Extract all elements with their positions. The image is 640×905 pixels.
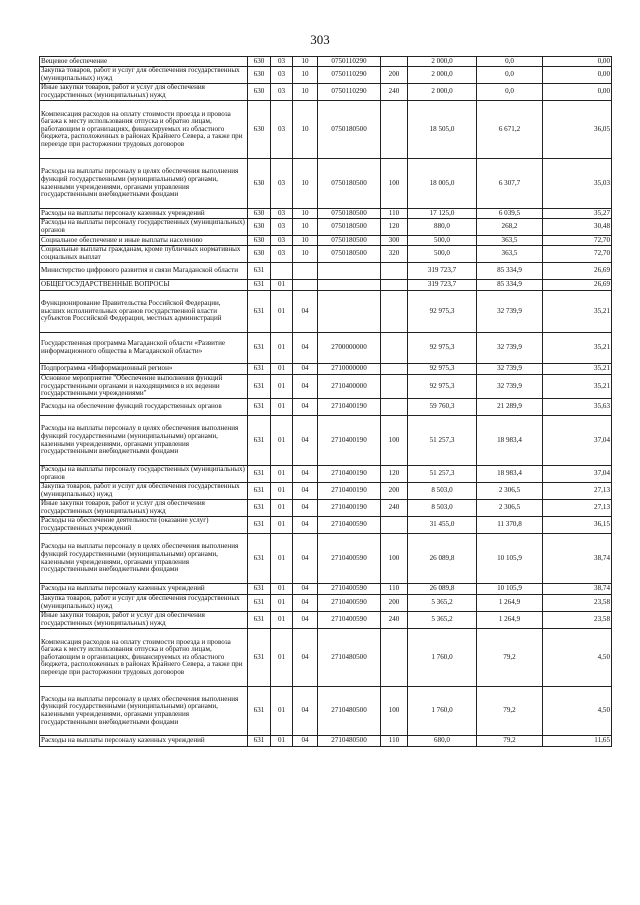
row-name: Иные закупки товаров, работ и услуг для обеспечения государственных (муниципальных) нужд xyxy=(40,84,248,101)
row-actual-amount: 1 264,9 xyxy=(477,612,543,629)
row-expense-type: 120 xyxy=(381,466,408,483)
row-execution-percent: 37,04 xyxy=(543,466,612,483)
row-planned-amount: 8 503,0 xyxy=(408,500,477,517)
row-planned-amount: 2 000,0 xyxy=(408,84,477,101)
row-name: Расходы на выплаты персоналу казенных учреждений xyxy=(40,584,248,595)
row-section-code: 03 xyxy=(271,159,293,209)
table-row xyxy=(40,291,612,333)
row-expense-type: 320 xyxy=(381,246,408,263)
row-target-article: 0750180500 xyxy=(318,219,381,236)
row-target-article: 2710400190 xyxy=(318,399,381,416)
row-expense-type xyxy=(381,263,408,280)
row-section-code: 01 xyxy=(271,736,293,747)
table-row xyxy=(40,263,612,280)
row-planned-amount: 500,0 xyxy=(408,246,477,263)
page-number: 303 xyxy=(310,32,330,47)
row-ved-code: 630 xyxy=(248,67,271,84)
row-section-code: 01 xyxy=(271,364,293,375)
row-section-code: 03 xyxy=(271,57,293,67)
row-ved-code: 630 xyxy=(248,219,271,236)
row-ved-code: 631 xyxy=(248,291,271,333)
row-subsection-code: 04 xyxy=(293,364,318,375)
row-actual-amount: 79,2 xyxy=(477,629,543,687)
budget-table xyxy=(39,56,612,747)
row-planned-amount: 5 365,2 xyxy=(408,595,477,612)
row-execution-percent: 35,21 xyxy=(543,375,612,399)
row-name: Расходы на выплаты персоналу в целях обеспечения выполнения функций государственными (муниципальными) органами, казенными учреждениями, органами управления государственными внебюджетными фондами xyxy=(40,159,248,209)
row-target-article: 2710400590 xyxy=(318,517,381,534)
row-subsection-code xyxy=(293,263,318,280)
row-subsection-code: 04 xyxy=(293,612,318,629)
row-execution-percent: 27,13 xyxy=(543,500,612,517)
row-target-article: 2710400590 xyxy=(318,595,381,612)
row-target-article: 2710400190 xyxy=(318,500,381,517)
row-section-code: 01 xyxy=(271,291,293,333)
row-section-code: 03 xyxy=(271,101,293,159)
row-subsection-code: 04 xyxy=(293,534,318,584)
row-section-code: 01 xyxy=(271,375,293,399)
row-actual-amount: 6 307,7 xyxy=(477,159,543,209)
row-name: Вещевое обеспечение xyxy=(40,57,248,67)
row-actual-amount: 32 739,9 xyxy=(477,333,543,364)
row-target-article: 0750110290 xyxy=(318,67,381,84)
row-actual-amount: 2 306,5 xyxy=(477,483,543,500)
row-section-code: 01 xyxy=(271,483,293,500)
row-expense-type: 100 xyxy=(381,687,408,736)
row-actual-amount: 6 671,2 xyxy=(477,101,543,159)
row-actual-amount: 10 105,9 xyxy=(477,584,543,595)
row-subsection-code: 04 xyxy=(293,595,318,612)
row-planned-amount: 1 760,0 xyxy=(408,629,477,687)
table-row xyxy=(40,57,612,67)
row-name: Функционирование Правительства Российской Федерации, высших исполнительных органов государственной власти субъектов Российской Федерации, местных администраций xyxy=(40,291,248,333)
row-ved-code: 630 xyxy=(248,236,271,246)
row-execution-percent: 35,21 xyxy=(543,291,612,333)
row-expense-type: 200 xyxy=(381,67,408,84)
table-body xyxy=(40,57,612,747)
row-execution-percent: 0,00 xyxy=(543,67,612,84)
row-expense-type: 110 xyxy=(381,736,408,747)
row-planned-amount: 5 365,2 xyxy=(408,612,477,629)
row-expense-type: 100 xyxy=(381,159,408,209)
table-row xyxy=(40,101,612,159)
row-name: Иные закупки товаров, работ и услуг для обеспечения государственных (муниципальных) нужд xyxy=(40,500,248,517)
row-name: ОБЩЕГОСУДАРСТВЕННЫЕ ВОПРОСЫ xyxy=(40,280,248,291)
row-target-article: 2710480500 xyxy=(318,687,381,736)
table-row xyxy=(40,333,612,364)
row-name: Расходы на выплаты персоналу в целях обеспечения выполнения функций государственными (муниципальными) органами, казенными учреждениями, органами управления государственными внебюджетными фондами xyxy=(40,416,248,466)
table-row xyxy=(40,517,612,534)
row-ved-code: 630 xyxy=(248,57,271,67)
row-actual-amount: 363,5 xyxy=(477,246,543,263)
row-execution-percent: 35,63 xyxy=(543,399,612,416)
table-row xyxy=(40,236,612,246)
row-name: Расходы на выплаты персоналу казенных учреждений xyxy=(40,736,248,747)
table-row xyxy=(40,687,612,736)
row-actual-amount: 2 306,5 xyxy=(477,500,543,517)
row-execution-percent: 23,58 xyxy=(543,595,612,612)
row-actual-amount: 268,2 xyxy=(477,219,543,236)
row-expense-type xyxy=(381,399,408,416)
row-ved-code: 631 xyxy=(248,399,271,416)
table-row xyxy=(40,280,612,291)
table-row xyxy=(40,500,612,517)
row-execution-percent: 4,50 xyxy=(543,687,612,736)
row-actual-amount: 32 739,9 xyxy=(477,375,543,399)
row-execution-percent: 35,21 xyxy=(543,333,612,364)
row-section-code: 01 xyxy=(271,500,293,517)
row-planned-amount: 51 257,3 xyxy=(408,466,477,483)
row-section-code: 01 xyxy=(271,466,293,483)
row-subsection-code: 04 xyxy=(293,333,318,364)
row-expense-type: 110 xyxy=(381,584,408,595)
row-planned-amount: 59 760,3 xyxy=(408,399,477,416)
row-planned-amount: 26 089,8 xyxy=(408,534,477,584)
row-name: Расходы на выплаты персоналу в целях обеспечения выполнения функций государственными (муниципальными) органами, казенными учреждениями, органами управления государственными внебюджетными фондами xyxy=(40,534,248,584)
row-expense-type xyxy=(381,291,408,333)
row-actual-amount: 0,0 xyxy=(477,67,543,84)
row-section-code: 01 xyxy=(271,517,293,534)
table-row xyxy=(40,612,612,629)
row-expense-type: 200 xyxy=(381,595,408,612)
row-target-article: 0750180500 xyxy=(318,209,381,219)
row-target-article: 0750110290 xyxy=(318,84,381,101)
row-subsection-code: 10 xyxy=(293,236,318,246)
row-execution-percent: 72,70 xyxy=(543,246,612,263)
row-expense-type xyxy=(381,375,408,399)
row-ved-code: 631 xyxy=(248,584,271,595)
table-row xyxy=(40,209,612,219)
table-row xyxy=(40,595,612,612)
row-actual-amount: 85 334,9 xyxy=(477,280,543,291)
row-target-article: 2710480500 xyxy=(318,629,381,687)
table-row xyxy=(40,375,612,399)
row-ved-code: 631 xyxy=(248,517,271,534)
row-actual-amount: 1 264,9 xyxy=(477,595,543,612)
row-subsection-code: 04 xyxy=(293,517,318,534)
row-ved-code: 630 xyxy=(248,101,271,159)
table-row xyxy=(40,629,612,687)
row-name: Социальное обеспечение и иные выплаты населению xyxy=(40,236,248,246)
row-execution-percent: 30,48 xyxy=(543,219,612,236)
row-target-article: 2710400590 xyxy=(318,584,381,595)
row-execution-percent: 26,69 xyxy=(543,263,612,280)
row-section-code: 01 xyxy=(271,280,293,291)
row-planned-amount: 500,0 xyxy=(408,236,477,246)
row-expense-type xyxy=(381,57,408,67)
row-actual-amount: 0,0 xyxy=(477,57,543,67)
row-name: Расходы на обеспечение функций государственных органов xyxy=(40,399,248,416)
row-section-code: 03 xyxy=(271,219,293,236)
row-execution-percent: 36,15 xyxy=(543,517,612,534)
row-name: Социальные выплаты гражданам, кроме публичных нормативных социальных выплат xyxy=(40,246,248,263)
row-target-article xyxy=(318,263,381,280)
row-ved-code: 631 xyxy=(248,736,271,747)
row-subsection-code: 04 xyxy=(293,375,318,399)
table-row xyxy=(40,67,612,84)
row-target-article: 2700000000 xyxy=(318,333,381,364)
row-section-code: 01 xyxy=(271,416,293,466)
row-actual-amount: 11 370,8 xyxy=(477,517,543,534)
table-row xyxy=(40,159,612,209)
row-actual-amount: 32 739,9 xyxy=(477,364,543,375)
row-actual-amount: 18 983,4 xyxy=(477,416,543,466)
row-expense-type xyxy=(381,517,408,534)
row-expense-type: 100 xyxy=(381,416,408,466)
table-row xyxy=(40,483,612,500)
row-subsection-code: 10 xyxy=(293,209,318,219)
row-subsection-code: 04 xyxy=(293,466,318,483)
row-planned-amount: 319 723,7 xyxy=(408,280,477,291)
row-section-code: 01 xyxy=(271,595,293,612)
row-target-article: 2710000000 xyxy=(318,364,381,375)
row-execution-percent: 27,13 xyxy=(543,483,612,500)
row-ved-code: 631 xyxy=(248,280,271,291)
row-ved-code: 631 xyxy=(248,629,271,687)
row-name: Закупка товаров, работ и услуг для обеспечения государственных (муниципальных) нужд xyxy=(40,595,248,612)
row-name: Закупка товаров, работ и услуг для обеспечения государственных (муниципальных) нужд xyxy=(40,67,248,84)
row-execution-percent: 0,00 xyxy=(543,57,612,67)
row-expense-type: 240 xyxy=(381,500,408,517)
row-name: Расходы на выплаты персоналу государственных (муниципальных) органов xyxy=(40,466,248,483)
row-subsection-code: 04 xyxy=(293,291,318,333)
row-ved-code: 630 xyxy=(248,159,271,209)
row-actual-amount: 18 983,4 xyxy=(477,466,543,483)
row-target-article: 2710400590 xyxy=(318,534,381,584)
row-name: Иные закупки товаров, работ и услуг для обеспечения государственных (муниципальных) нужд xyxy=(40,612,248,629)
row-subsection-code: 10 xyxy=(293,219,318,236)
row-planned-amount: 18 505,0 xyxy=(408,101,477,159)
row-execution-percent: 0,00 xyxy=(543,84,612,101)
row-section-code: 03 xyxy=(271,84,293,101)
row-target-article: 2710400190 xyxy=(318,483,381,500)
row-planned-amount: 26 089,8 xyxy=(408,584,477,595)
table-row xyxy=(40,584,612,595)
row-name: Расходы на выплаты персоналу государственных (муниципальных) органов xyxy=(40,219,248,236)
row-execution-percent: 72,70 xyxy=(543,236,612,246)
row-planned-amount: 2 000,0 xyxy=(408,57,477,67)
row-section-code: 01 xyxy=(271,629,293,687)
row-subsection-code: 10 xyxy=(293,101,318,159)
row-subsection-code: 10 xyxy=(293,67,318,84)
row-ved-code: 631 xyxy=(248,416,271,466)
row-execution-percent: 26,69 xyxy=(543,280,612,291)
row-ved-code: 630 xyxy=(248,209,271,219)
row-execution-percent: 23,58 xyxy=(543,612,612,629)
table-row xyxy=(40,84,612,101)
row-actual-amount: 6 039,5 xyxy=(477,209,543,219)
row-expense-type: 200 xyxy=(381,483,408,500)
row-expense-type xyxy=(381,629,408,687)
row-planned-amount: 51 257,3 xyxy=(408,416,477,466)
row-expense-type xyxy=(381,333,408,364)
row-subsection-code: 04 xyxy=(293,483,318,500)
row-ved-code: 631 xyxy=(248,263,271,280)
row-name: Расходы на обеспечение деятельности (оказание услуг) государственных учреждений xyxy=(40,517,248,534)
row-ved-code: 630 xyxy=(248,246,271,263)
row-target-article: 0750110290 xyxy=(318,57,381,67)
row-name: Расходы на выплаты персоналу в целях обеспечения выполнения функций государственными (муниципальными) органами, казенными учреждениями, органами управления государственными внебюджетными фондами xyxy=(40,687,248,736)
row-ved-code: 630 xyxy=(248,84,271,101)
row-name: Государственная программа Магаданской области «Развитие информационного общества в Магаданской области» xyxy=(40,333,248,364)
table-row xyxy=(40,416,612,466)
row-execution-percent: 11,65 xyxy=(543,736,612,747)
table-row xyxy=(40,246,612,263)
row-execution-percent: 35,21 xyxy=(543,364,612,375)
row-expense-type xyxy=(381,101,408,159)
row-ved-code: 631 xyxy=(248,595,271,612)
table-row xyxy=(40,219,612,236)
table-row xyxy=(40,736,612,747)
row-expense-type xyxy=(381,280,408,291)
row-subsection-code: 10 xyxy=(293,246,318,263)
row-section-code: 01 xyxy=(271,584,293,595)
row-subsection-code: 04 xyxy=(293,399,318,416)
row-ved-code: 631 xyxy=(248,483,271,500)
row-expense-type: 300 xyxy=(381,236,408,246)
row-ved-code: 631 xyxy=(248,534,271,584)
row-ved-code: 631 xyxy=(248,466,271,483)
row-execution-percent: 38,74 xyxy=(543,534,612,584)
table-row xyxy=(40,534,612,584)
row-planned-amount: 92 975,3 xyxy=(408,364,477,375)
row-section-code xyxy=(271,263,293,280)
row-execution-percent: 38,74 xyxy=(543,584,612,595)
row-target-article: 0750180500 xyxy=(318,101,381,159)
row-target-article: 2710400000 xyxy=(318,375,381,399)
row-section-code: 03 xyxy=(271,209,293,219)
row-target-article: 2710480500 xyxy=(318,736,381,747)
row-execution-percent: 4,50 xyxy=(543,629,612,687)
row-expense-type: 120 xyxy=(381,219,408,236)
row-target-article: 0750180500 xyxy=(318,236,381,246)
row-planned-amount: 31 455,0 xyxy=(408,517,477,534)
row-subsection-code: 10 xyxy=(293,84,318,101)
row-target-article: 0750180500 xyxy=(318,159,381,209)
row-target-article: 2710400190 xyxy=(318,416,381,466)
row-section-code: 01 xyxy=(271,612,293,629)
row-name: Расходы на выплаты персоналу казенных учреждений xyxy=(40,209,248,219)
row-subsection-code: 04 xyxy=(293,736,318,747)
row-actual-amount: 79,2 xyxy=(477,687,543,736)
row-expense-type: 100 xyxy=(381,534,408,584)
row-name: Компенсация расходов на оплату стоимости проезда и провоза багажа к месту использования отпуска и обратно лицам, работающим в организациях, финансируемых из областного бюджета, расположенных в районах Крайнего Севера, а также при переезде при расторжении трудовых договоров xyxy=(40,629,248,687)
row-planned-amount: 92 975,3 xyxy=(408,375,477,399)
row-planned-amount: 880,0 xyxy=(408,219,477,236)
row-target-article: 0750180500 xyxy=(318,246,381,263)
row-section-code: 03 xyxy=(271,67,293,84)
row-section-code: 01 xyxy=(271,687,293,736)
row-name: Основное мероприятие "Обеспечение выполнения функций государственными органами и находящимися в их ведении государственными учреждениями" xyxy=(40,375,248,399)
row-planned-amount: 92 975,3 xyxy=(408,291,477,333)
row-section-code: 01 xyxy=(271,399,293,416)
row-expense-type xyxy=(381,364,408,375)
row-subsection-code: 10 xyxy=(293,159,318,209)
row-subsection-code: 10 xyxy=(293,57,318,67)
row-subsection-code: 04 xyxy=(293,416,318,466)
row-expense-type: 240 xyxy=(381,612,408,629)
row-planned-amount: 18 005,0 xyxy=(408,159,477,209)
row-target-article xyxy=(318,291,381,333)
row-expense-type: 240 xyxy=(381,84,408,101)
row-subsection-code: 04 xyxy=(293,687,318,736)
row-target-article xyxy=(318,280,381,291)
table-row xyxy=(40,399,612,416)
row-planned-amount: 92 975,3 xyxy=(408,333,477,364)
row-planned-amount: 17 125,0 xyxy=(408,209,477,219)
row-name: Министерство цифрового развития и связи Магаданской области xyxy=(40,263,248,280)
row-ved-code: 631 xyxy=(248,612,271,629)
row-planned-amount: 319 723,7 xyxy=(408,263,477,280)
row-actual-amount: 21 289,9 xyxy=(477,399,543,416)
table-row xyxy=(40,364,612,375)
row-actual-amount: 0,0 xyxy=(477,84,543,101)
row-planned-amount: 680,0 xyxy=(408,736,477,747)
row-ved-code: 631 xyxy=(248,687,271,736)
row-execution-percent: 35,27 xyxy=(543,209,612,219)
row-planned-amount: 8 503,0 xyxy=(408,483,477,500)
row-actual-amount: 10 105,9 xyxy=(477,534,543,584)
row-ved-code: 631 xyxy=(248,375,271,399)
row-planned-amount: 1 760,0 xyxy=(408,687,477,736)
table-row xyxy=(40,466,612,483)
row-subsection-code: 04 xyxy=(293,500,318,517)
row-actual-amount: 32 739,9 xyxy=(477,291,543,333)
row-execution-percent: 36,05 xyxy=(543,101,612,159)
row-execution-percent: 35,03 xyxy=(543,159,612,209)
row-target-article: 2710400590 xyxy=(318,612,381,629)
row-section-code: 01 xyxy=(271,333,293,364)
row-expense-type: 110 xyxy=(381,209,408,219)
row-name: Компенсация расходов на оплату стоимости проезда и провоза багажа к месту использования отпуска и обратно лицам, работающим в организациях, финансируемых из областного бюджета, расположенных в районах Крайнего Севера, а также при переезде при расторжении трудовых договоров xyxy=(40,101,248,159)
row-name: Закупка товаров, работ и услуг для обеспечения государственных (муниципальных) нужд xyxy=(40,483,248,500)
row-name: Подпрограмма «Информационный регион» xyxy=(40,364,248,375)
row-planned-amount: 2 000,0 xyxy=(408,67,477,84)
row-ved-code: 631 xyxy=(248,364,271,375)
row-actual-amount: 363,5 xyxy=(477,236,543,246)
row-subsection-code: 04 xyxy=(293,629,318,687)
row-section-code: 03 xyxy=(271,246,293,263)
row-ved-code: 631 xyxy=(248,500,271,517)
row-section-code: 03 xyxy=(271,236,293,246)
row-subsection-code: 04 xyxy=(293,584,318,595)
row-target-article: 2710400190 xyxy=(318,466,381,483)
row-execution-percent: 37,04 xyxy=(543,416,612,466)
row-subsection-code xyxy=(293,280,318,291)
row-section-code: 01 xyxy=(271,534,293,584)
row-actual-amount: 85 334,9 xyxy=(477,263,543,280)
row-actual-amount: 79,2 xyxy=(477,736,543,747)
row-ved-code: 631 xyxy=(248,333,271,364)
